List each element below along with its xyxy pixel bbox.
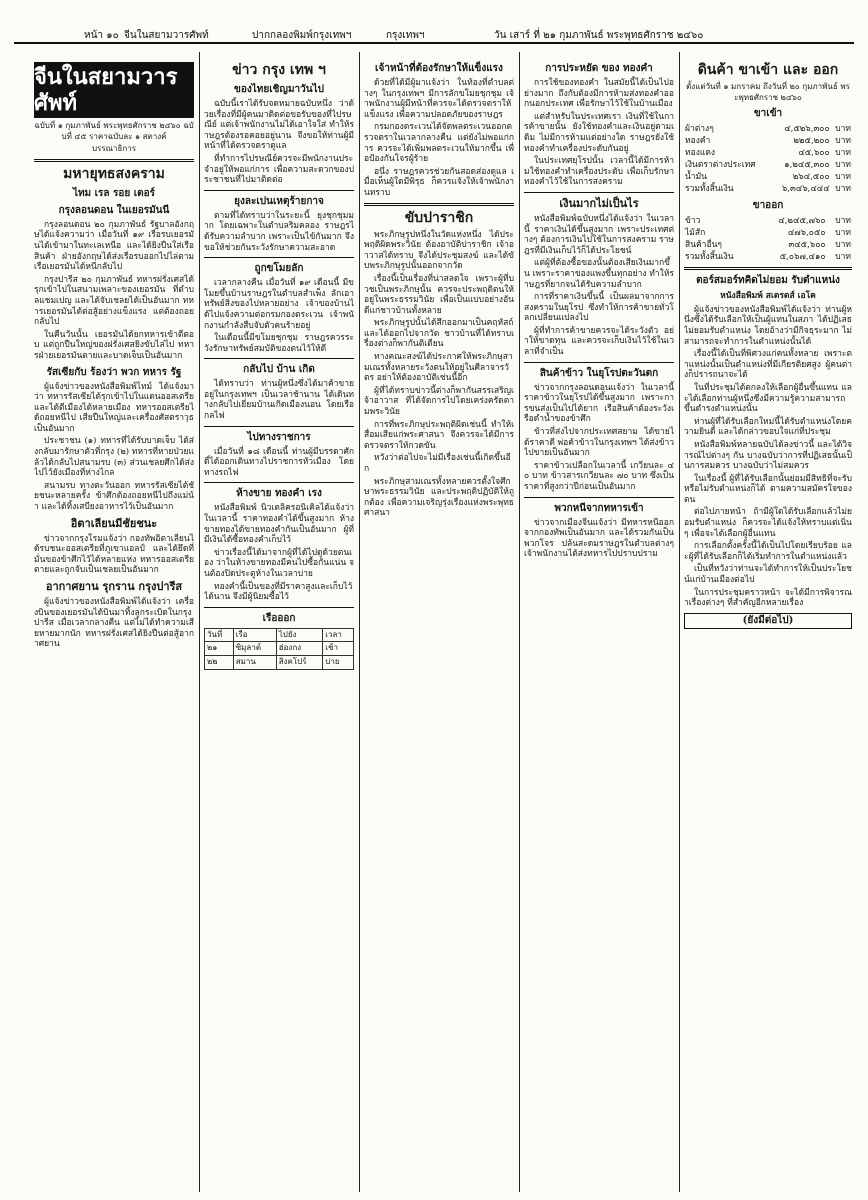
divider [204, 426, 354, 427]
paragraph: พระภิกษุรูปหนึ่งในวัดแห่งหนึ่ง ได้ประพฤติผิดพระวินัย ต้องอาบัติปาราชิก เจ้าอาวาสได้ทราบ จึงได้ประชุมสงฆ์ และได้ขับพระภิกษุรูปนั้นออกจากวัด [364, 229, 514, 272]
paragraph: ทางคณะสงฆ์ได้ประกาศให้พระภิกษุสามเณรทั้งหลายระวังตนให้อยู่ในศีลาจารวัตร อย่าให้ต้องอาบัติเช่นนี้อีก [364, 352, 513, 384]
headline-russia: รัสเซียกับ ร้องว่า พวก ทหาร รัฐ [46, 366, 182, 378]
table-cell: เงินตราต่างประเทศ [685, 160, 756, 171]
column-1 [34, 58, 194, 1188]
paragraph: การเลือกตั้งครั้งนี้ได้เป็นไปโดยเรียบร้อย และผู้ที่ได้รับเลือกก็ได้เริ่มทำการในตำแหน่งแล้ว [684, 541, 852, 562]
table-cell: ไปยัง [276, 628, 323, 642]
paragraph: การใช้ของทองคำ ในสมัยนี้ได้เป็นไปอย่างมาก ถึงกับต้องมีการห้ามส่งทองคำออกนอกประเทศ เพื่อรักษาไว้ใช้ในบ้านเมือง [524, 78, 674, 110]
table-cell: ๖,๓๔๖,๔๔๔ [781, 184, 830, 195]
table-cell: บาท [835, 184, 851, 195]
table-cell: ๒๒ [205, 655, 234, 669]
paragraph: เรื่องนี้ได้เป็นที่พิศวงแก่คนทั้งหลาย เพราะตำแหน่งนั้นเป็นตำแหน่งที่มีเกียรติยศสูง ผู้คนต่างก็ปรารถนาจะได้ [684, 349, 852, 381]
paragraph: กรุงลอนดอน ๒๐ กุมภาพันธ์ รัฐบาลอังกฤษได้แจ้งความว่า เมื่อวันที่ ๑๙ เรือรบเยอรมันได้เข้ามาในทะเลเหนือ และได้ยิงปืนใส่เรือสินค้า ฝ่ายอังกฤษได้ส่งเรือรบออกไปไล่ตาม เรือเยอรมันได้หนีกลับไป [34, 219, 194, 273]
table-cell: ๒๑ [205, 642, 234, 656]
table-row [684, 215, 852, 227]
headline-money: เงินมากไม่เป็นไร [559, 196, 639, 210]
paragraph: ในประเทศยุโรปนั้น เวลานี้ได้มีการห้ามใช้ทองคำทำเครื่องประดับ เพื่อเก็บรักษาทองคำไว้ใช้ในการสงคราม [524, 156, 674, 188]
table-cell: ผ้าต่างๆ [685, 124, 714, 135]
headline-italy: อิตาเลียนมีชัยชนะ [70, 516, 158, 530]
table-cell: ทองแดง [685, 148, 716, 159]
paragraph: ผู้ที่ทำการค้าขายควรจะได้ระวังตัว อย่าให้ขาดทุน และควรจะเก็บเงินไว้ใช้ในเวลาที่จำเป็น [524, 325, 674, 358]
divider [524, 497, 674, 498]
masthead [14, 22, 854, 44]
table-row [684, 159, 852, 171]
paragraph: อนึ่ง ราษฎรควรช่วยกันสอดส่องดูแล เมื่อเห็นผู้ใดมีพิรุธ ก็ควรแจ้งให้เจ้าพนักงานทราบ [364, 166, 514, 198]
table-row [684, 183, 852, 195]
table-cell: น้ำมัน [685, 172, 707, 183]
table-cell: รวมทั้งสิ้นเงิน [685, 252, 734, 263]
column-3 [364, 58, 514, 1188]
divider [524, 192, 674, 193]
table-row [684, 123, 852, 135]
paragraph: กรมกองตระเวนได้จัดพลตระเวนออกตรวจตราในเวลากลางคืน แต่ยังไม่พอแก่การ ควรจะได้เพิ่มพลตระเวนให้มากขึ้น เพื่อป้องกันโจรผู้ร้าย [364, 122, 514, 165]
divider [34, 159, 194, 162]
issue-info: ฉบับที่ ๑ กุมภาพันธ์ พระพุทธศักราช ๒๔๖๐ ฉบับที่ ๔๕ ราคาฉบับละ ๑ สตางค์ [34, 121, 194, 141]
column-divider [359, 52, 360, 1192]
paragraph: เมื่อวันที่ ๑๘ เดือนนี้ ท่านผู้มีบรรดาศักดิ์ได้ออกเดินทางไปราชการหัวเมือง โดยทางรถไฟ [204, 446, 354, 478]
paragraph: สนามรบ ทางตะวันออก ทหารรัสเซียได้ชัยชนะหลายครั้ง ข้าศึกต้องถอยหนีไปถึงแม่น้ำ และได้ทิ้งเสบียงอาหารไว้เป็นอันมาก [34, 480, 194, 513]
paper-name: จีนในสยามวารศัพท์ [124, 30, 209, 41]
paragraph: ประชาชน (๑) ทหารที่ได้รับบาดเจ็บ ได้ส่งกลับมารักษาตัวที่กรุง (๒) ทหารที่หายป่วยแล้วได้กลับไปสนามรบ (๓) ส่วนเชลยศึกได้ส่งไปไว้ยังเมืองที่ห่างไกล [34, 436, 194, 479]
table-cell: ไม้สัก [685, 228, 706, 239]
paragraph: ด้วยที่ได้มีผู้มาแจ้งว่า ในท้องที่ตำบลต่างๆ ในกรุงเทพฯ มีการลักขโมยชุกชุม เจ้าพนักงานผู้มีหน้าที่ควรจะได้ตรวจตราให้แข็งแรง เพื่อความปลอดภัยของราษฎร [364, 78, 514, 120]
imports-table [684, 123, 852, 195]
headline-refuse-post: ตอร์สมอร์ทคิดไม่ยอม รับตำแหน่ง [696, 275, 840, 287]
headline-theft: ถูกขโมยลัก [254, 263, 304, 275]
table-cell: สินค้าอื่นๆ [685, 240, 722, 251]
table-row [205, 642, 354, 656]
paragraph: ราคาข้าวเปลือกในเวลานี้ เกวียนละ ๔๐ บาท ข้าวสารเกวียนละ ๗๐ บาท ซึ่งเป็นราคาที่สูงกว่าปีก่อนเป็นอันมาก [524, 460, 674, 492]
paragraph: แต่ผู้ที่ต้องซื้อของนั้นต้องเสียเงินมากขึ้น เพราะราคาของแพงขึ้นทุกอย่าง ทำให้ราษฎรที่ยากจนได้รับความลำบาก [524, 258, 674, 290]
headline-officials: เจ้าหน้าที่ต้องรักษาให้แข็งแรง [375, 63, 503, 74]
paragraph: ในเดือนนี้มีขโมยชุกชุม ราษฎรควรระวังรักษาทรัพย์สมบัติของตนไว้ให้ดี [204, 333, 354, 354]
city: กรุงเทพฯ [386, 30, 425, 41]
headline-bangkok-news: ข่าว กรุง เทพ ฯ [232, 62, 326, 78]
table-cell: ๒๒๕,๒๐๐ [793, 136, 830, 147]
subhead: ของไทยเชิญมาวันไป [234, 84, 324, 95]
issue-date: วัน เสาร์ ที่ ๒๑ กุมภาพันธ์ พระพุทธศักราช ๒๔๖๐ [494, 30, 704, 41]
headline-return-home: กลับไป บ้าน เกิด [243, 364, 315, 376]
paragraph: ในที่ประชุมได้ตกลงให้เลือกผู้อื่นขึ้นแทน และได้เลือกท่านผู้หนึ่งซึ่งมีความรู้ความสามารถ ขึ้นดำรงตำแหน่งนั้น [684, 382, 852, 415]
table-row [684, 171, 852, 183]
paragraph: ต่อไปภายหน้า ถ้ามีผู้ใดได้รับเลือกแล้วไม่ยอมรับตำแหน่ง ก็ควรจะได้แจ้งให้ทราบแต่เนิ่นๆ เพื่อจะได้เลือกผู้อื่นแทน [684, 507, 852, 539]
continued-note: (ยังมีต่อไป) [684, 613, 852, 630]
table-cell: บาท [835, 136, 851, 147]
paragraph: พระภิกษุรูปนั้นได้สึกออกมาเป็นคฤหัสถ์ และได้ออกไปจากวัด ชาวบ้านที่ได้ทราบเรื่องต่างก็พากันติเตียน [364, 318, 514, 350]
paragraph: หนังสือพิมพ์หลายฉบับได้ลงข่าวนี้ และได้วิจารณ์ไปต่างๆ กัน บางฉบับว่าการที่ปฏิเสธนั้นเป็นการสมควร บางฉบับว่าไม่สมควร [684, 439, 852, 472]
subhead-exports: ขาออก [752, 200, 784, 212]
table-cell: เวลา [323, 628, 354, 642]
column-5 [684, 58, 852, 1188]
subhead-source: หนังสือพิมพ์ สเตรตส์ เอโค [720, 291, 816, 302]
headline-war: มหายุทธสงคราม [63, 165, 165, 182]
publisher: ปากกลองพิมพ์กรุงเทพฯ [252, 30, 352, 41]
paragraph: การที่พระภิกษุประพฤติผิดเช่นนี้ ทำให้เสื่อมเสียแก่พระศาสนา จึงควรจะได้มีการตรวจตราให้กวดขัน [364, 419, 514, 451]
table-row [684, 147, 852, 159]
table-row [684, 227, 852, 239]
paragraph: ในเรื่องนี้ ผู้ที่ได้รับเลือกนั้นย่อมมีสิทธิที่จะรับหรือไม่รับตำแหน่งก็ได้ ตามความสมัครใจของตน [684, 473, 852, 505]
paragraph: ได้ทราบว่า ท่านผู้หนึ่งซึ่งได้มาค้าขายอยู่ในกรุงเทพฯ เป็นเวลาช้านาน ได้เดินทางกลับไปเยี่ยมบ้านเกิดเมืองนอน โดยเรือกลไฟ [204, 379, 354, 422]
paragraph: ในการประชุมคราวหน้า จะได้มีการพิจารณาเรื่องต่างๆ ที่สำคัญอีกหลายเรื่อง [684, 587, 852, 609]
table-cell: บาท [835, 240, 851, 251]
table-cell: ฮ่องกง [276, 642, 323, 656]
column-4 [524, 58, 674, 1188]
table-cell: บาท [835, 228, 851, 239]
paragraph: หวังว่าต่อไปจะไม่มีเรื่องเช่นนี้เกิดขึ้นอีก [364, 453, 511, 474]
table-cell: ๔๕,๖๐๐ [798, 148, 830, 159]
paragraph: หนังสือพิมพ์ฉบับหนึ่งได้แจ้งว่า ในเวลานี้ ราคาเงินได้ขึ้นสูงมาก เพราะประเทศต่างๆ ต้องการเงินไปใช้ในการสงคราม ราษฎรที่มีเงินเก็บไว้ก็ได้ประโยชน์ [524, 213, 674, 256]
subhead-dateline: กรุงลอนดอน ในเยอรมันนี [58, 204, 170, 216]
paragraph: พระภิกษุสามเณรทั้งหลายควรตั้งใจศึกษาพระธรรมวินัย และประพฤติปฏิบัติให้ถูกต้อง เพื่อความเจริญรุ่งเรืองแห่งพระพุทธศาสนา [364, 476, 514, 519]
headline-trade-goods: ดินค้า ขาเข้า และ ออก [697, 62, 839, 78]
table-cell: ๔๗๖,๐๕๐ [787, 228, 826, 239]
paragraph: ทองคำนี้เป็นของที่มีราคาสูงและเก็บไว้ได้นาน จึงมีผู้นิยมซื้อไว้ [204, 581, 353, 603]
table-cell: สมาน [233, 655, 276, 669]
divider [204, 257, 354, 258]
divider [364, 203, 514, 206]
table-cell: ๒๖๔,๕๐๐ [792, 172, 830, 183]
paragraph: แต่สำหรับในประเทศเรา เงินที่ใช้ในการค้าขายนั้น ยังใช้ทองคำและเงินอยู่ตามเดิม ไม่มีการห้ามแต่อย่างใด ราษฎรยังใช้ทองคำทำเครื่องประดับกันอยู่ [524, 111, 674, 154]
paragraph: กรุงปารีส ๒๐ กุมภาพันธ์ ทหารฝรั่งเศสได้รุกเข้าไปในสนามเพลาะของเยอรมัน ที่ตำบลแชมเปญ และได้จับเชลยได้เป็นอันมาก ทหารเยอรมันได้ต่อสู้อย่างแข็งแรง แต่ต้องถอยกลับไป [34, 274, 194, 328]
paragraph: ข่าวจากกรุงลอนดอนแจ้งว่า ในเวลานี้ ราคาข้าวในยุโรปได้ขึ้นสูงมาก เพราะการขนส่งเป็นไปได้ยาก เรือสินค้าต้องระวังเรือดำน้ำของข้าศึก [524, 382, 674, 425]
column-divider [519, 52, 520, 1192]
column-divider [679, 52, 680, 1192]
divider [204, 190, 354, 191]
table-cell: เช้า [323, 642, 354, 656]
divider [204, 482, 354, 483]
table-cell: บาท [835, 172, 851, 183]
divider [204, 358, 354, 359]
table-cell: ทองคำ [685, 136, 711, 147]
paragraph: ข่าวจากกรุงโรมแจ้งว่า กองทัพอิตาเลียนได้รบชนะออสเตรียที่ภูเขาแอลป์ และได้ยึดที่มั่นของข้าศึกไว้ได้หลายแห่ง ทหารออสเตรียตายและถูกจับเป็นเชลยเป็นอันมาก [34, 533, 194, 576]
table-cell: ๑,๒๔๕,๓๐๐ [784, 160, 830, 171]
table-row [205, 655, 354, 669]
paragraph: เรื่องนี้เป็นเรื่องที่น่าสลดใจ เพราะผู้ที่บวชเป็นพระภิกษุนั้น ควรจะประพฤติตนให้อยู่ในพระธรรมวินัย เพื่อเป็นแบบอย่างอันดีแก่ชาวบ้านทั้งหลาย [364, 273, 514, 316]
table-cell: วันที่ [205, 628, 234, 642]
ship-table [204, 628, 354, 670]
divider [684, 267, 852, 270]
table-row [684, 135, 852, 147]
table-row [684, 239, 852, 251]
paragraph: ในคืนวันนั้น เยอรมันได้ยกทหารเข้าตีตอบ แต่ถูกปืนใหญ่ของฝรั่งเศสยิงขับไล่ไป ทหารฝ่ายเยอรมันตายและบาดเจ็บเป็นอันมาก [34, 329, 194, 361]
headline-gold-saving: การประหยัด ของ ทองคำ [545, 63, 653, 74]
headline-official-trip: ไปทางราชการ [247, 431, 311, 443]
table-cell: บาท [835, 160, 851, 171]
table-row [205, 628, 354, 642]
paragraph: หนังสือพิมพ์ นิวเดลิครอนิเคิลได้แจ้งว่า ในเวลานี้ ราคาทองคำได้ขึ้นสูงมาก ห้างขายทองได้ขายทองคำกันเป็นอันมาก ผู้ที่มีเงินได้ซื้อทองคำเก็บไว้ [204, 503, 354, 546]
headline-rice-trade: สินค้าข้าว ในยุโรปตะวันตก [539, 367, 659, 379]
table-row [684, 251, 852, 263]
table-cell: ๓๔๕,๖๐๐ [788, 240, 826, 251]
table-cell: ๔,๒๔๕,๗๖๐ [778, 216, 826, 227]
trade-intro: ตั้งแต่วันที่ ๑ มกราคม ถึงวันที่ ๒๐ กุมภาพันธ์ พระพุทธศักราช ๒๔๖๐ [686, 82, 850, 102]
table-cell: บาท [835, 216, 851, 227]
column-divider [199, 52, 200, 1192]
paper-title: จีนในสยามวารศัพท์ [34, 62, 194, 118]
table-cell: เรือ [233, 628, 276, 642]
headline-mosquito: ยุงละเปนเหตุร้ายกาจ [234, 195, 324, 207]
table-cell: บ่าย [323, 655, 354, 669]
column-2 [204, 58, 354, 1188]
paragraph: ผู้ที่ได้ทราบข่าวนี้ต่างก็พากันสรรเสริญเจ้าอาวาส ที่ได้จัดการไปโดยเคร่งครัดตามพระวินัย [364, 385, 514, 418]
divider [524, 362, 674, 363]
table-cell: ๕,๐๖๗,๔๑๐ [779, 252, 826, 263]
exports-table [684, 215, 852, 263]
headline-gold-shop: ห้างขาย ทองคำ เรง [236, 488, 322, 500]
paragraph: เป็นที่หวังว่าท่านจะได้ทำการให้เป็นประโยชน์แก่บ้านเมืองต่อไป [684, 564, 852, 586]
paragraph: ผู้แจ้งข่าวของหนังสือพิมพ์ไทม์ ได้แจ้งมาว่า ทหารรัสเซียได้รุกเข้าไปในแดนออสเตรีย และได้ตีเมืองได้หลายเมือง ทหารออสเตรียได้ถอยหนีไป เสียปืนใหญ่และเครื่องศัสตราวุธเป็นอันมาก [34, 381, 194, 434]
table-cell: บาท [835, 148, 851, 159]
paragraph: ผู้แจ้งข่าวของหนังสือพิมพ์ได้แจ้งว่า เครื่องบินของเยอรมันได้บินมาทิ้งลูกระเบิดในกรุงปารีส เมื่อเวลากลางคืน แต่ไม่ได้ทำความเสียหายมากนัก ทหารฝรั่งเศสได้ยิงปืนต่อสู้อากาศยาน [34, 597, 194, 650]
paragraph: ข่าวเรื่องนี้ได้มาจากผู้ที่ได้ไปดูด้วยตนเอง ว่าในห้างขายทองมีคนไปซื้อกันแน่น จนต้องปิดประตูห้างในเวลาบ่าย [204, 547, 354, 579]
table-cell: ๔,๕๒๖,๓๐๐ [784, 124, 830, 135]
paragraph: ผู้แจ้งข่าวของหนังสือพิมพ์ได้แจ้งว่า ท่านผู้หนึ่งซึ่งได้รับเลือกให้เป็นผู้แทนในสภา ได้ปฏิเสธไม่ยอมรับตำแหน่ง โดยอ้างว่ามีกิจธุระมาก ไม่สามารถจะทำการในตำแหน่งนั้นได้ [684, 304, 852, 347]
table-cell: ข้าว [685, 216, 701, 227]
subhead-reuter: ไทม เรล รอย เตอร์ [72, 187, 156, 199]
newspaper-page [14, 0, 854, 1200]
paragraph: ข้าวที่ส่งไปจากประเทศสยาม ได้ขายได้ราคาดี พ่อค้าข้าวในกรุงเทพฯ ได้ส่งข้าวไปขายเป็นอันมาก [524, 427, 674, 459]
table-cell: รวมทั้งสิ้นเงิน [685, 184, 734, 195]
table-cell: บาท [835, 252, 851, 263]
divider [204, 607, 354, 608]
headline-parajika: ขับปาราชิก [404, 209, 474, 226]
subhead-imports: ขาเข้า [753, 108, 783, 120]
table-cell: สิงคโปร์ [276, 655, 323, 669]
table-cell: บาท [835, 124, 851, 135]
headline-air-raid: อากาศยาน รุกราน กรุงปารีส [45, 580, 183, 593]
paragraph: ฉบับนี้เราได้รับจดหมายฉบับหนึ่ง ว่าด้วยเรื่องที่มีผู้คนมาติดต่อขอรับของที่ไปรษณีย์ แต่เจ้าพนักงานไม่ได้เอาใจใส่ ทำให้ราษฎรต้องรอคอยอยู่นาน จึงขอให้ท่านผู้มีหน้าที่ได้ตรวจตราดูแล [204, 99, 354, 152]
paragraph: ตามที่ได้ทราบว่าในระยะนี้ ยุงชุกชุมมาก โดยเฉพาะในตำบลริมคลอง ราษฎรได้รับความลำบาก เพราะเป็นไข้กันมาก จึงขอให้ช่วยกันระวังรักษาความสะอาด [204, 210, 354, 253]
headline-ship-departures: เรือออก [262, 612, 296, 624]
paragraph: ข่าวจากเมืองจีนแจ้งว่า มีทหารหนีออกจากกองทัพเป็นอันมาก และได้รวมกันเป็นพวกโจร ปล้นสะดมราษฎรในตำบลต่างๆ เจ้าพนักงานได้ส่งทหารไปปราบปราม [524, 517, 674, 560]
editor-line: บรรณาธิการ [91, 144, 137, 154]
page-number: หน้า ๑๐ [84, 30, 119, 41]
paragraph: ที่ทำการไปรษณีย์ควรจะมีพนักงานประจำอยู่ให้พอแก่การ เพื่อความสะดวกของประชาชนที่ไปมาติดต่อ [204, 153, 354, 186]
paragraph: ท่านผู้ที่ได้รับเลือกใหม่นี้ได้รับตำแหน่งโดยความยินดี และได้กล่าวขอบใจแก่ที่ประชุม [684, 416, 852, 438]
table-cell: ซิมุลาต์ [233, 642, 276, 656]
paragraph: การที่ราคาเงินขึ้นนี้ เป็นผลมาจากการสงครามในยุโรป ซึ่งทำให้การค้าขายทั่วโลกเปลี่ยนแปลงไป [524, 292, 674, 324]
paragraph: เวลากลางคืน เมื่อวันที่ ๑๙ เดือนนี้ มีขโมยขึ้นบ้านราษฎรในตำบลสำเพ็ง ลักเอาทรัพย์สิ่งของไปหลายอย่าง เจ้าของบ้านได้ไปแจ้งความต่อกรมกองตระเวน เจ้าพนักงานกำลังสืบจับตัวคนร้ายอยู่ [204, 278, 354, 331]
headline-deserters: พวกหนีจากทหารเข้า [554, 502, 644, 514]
